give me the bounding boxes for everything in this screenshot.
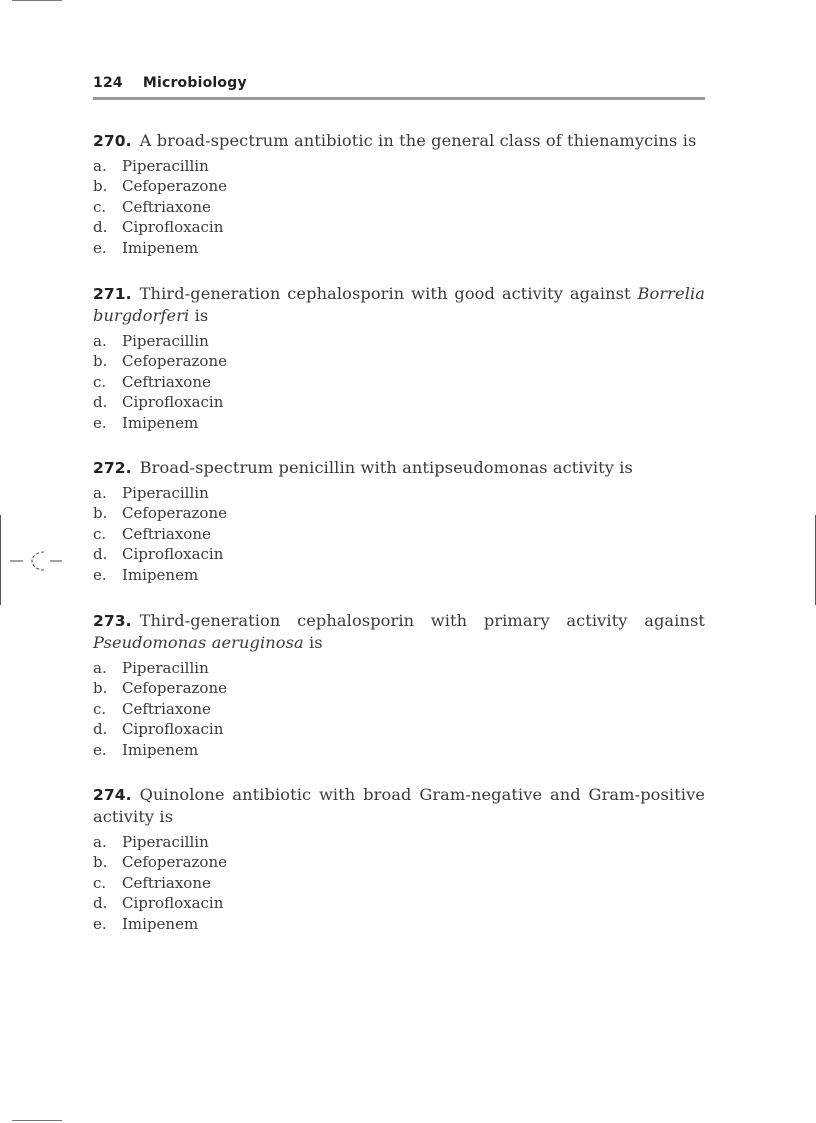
option-b: b. Cefoperazone <box>93 679 227 698</box>
page-header <box>93 75 705 103</box>
option-d: d. Ciprofloxacin <box>93 393 224 412</box>
answer-options <box>93 331 705 433</box>
option-b: b. Cefoperazone <box>93 177 227 196</box>
registration-mark-icon <box>10 548 65 574</box>
margin-line-left <box>0 515 1 605</box>
option-c: c. Ceftriaxone <box>93 197 211 216</box>
option-e: e. Imipenem <box>93 565 199 584</box>
question-number: 271. <box>93 285 132 303</box>
option-a: a. Piperacillin <box>93 157 209 175</box>
question-stem: 270. A broad-spectrum antibiotic in the general class of thienamycins is <box>93 131 697 150</box>
question-270 <box>93 130 705 258</box>
option-e: e. Imipenem <box>93 238 199 257</box>
question-number: 270. <box>93 132 132 150</box>
question-272 <box>93 457 705 585</box>
option-d: d. Ciprofloxacin <box>93 218 224 237</box>
option-c: c. Ceftriaxone <box>93 873 211 892</box>
option-c: c. Ceftriaxone <box>93 524 211 543</box>
header-rule <box>93 97 705 100</box>
answer-options <box>93 156 705 258</box>
option-a: a. Piperacillin <box>93 833 209 851</box>
option-d: d. Ciprofloxacin <box>93 720 224 739</box>
option-c: c. Ceftriaxone <box>93 372 211 391</box>
answer-options <box>93 832 705 934</box>
question-stem: 272. Broad-spectrum penicillin with antipseudomonas activity is <box>93 458 633 477</box>
answer-options <box>93 483 705 585</box>
option-b: b. Cefoperazone <box>93 352 227 371</box>
question-number: 272. <box>93 459 132 477</box>
option-a: a. Piperacillin <box>93 484 209 502</box>
option-e: e. Imipenem <box>93 413 199 432</box>
option-b: b. Cefoperazone <box>93 853 227 872</box>
option-a: a. Piperacillin <box>93 332 209 350</box>
page-number: 124 <box>93 75 123 91</box>
option-e: e. Imipenem <box>93 914 199 933</box>
question-273 <box>93 610 705 760</box>
crop-mark-top <box>12 0 62 1</box>
crop-mark-bottom <box>12 1120 62 1121</box>
option-e: e. Imipenem <box>93 740 199 759</box>
option-d: d. Ciprofloxacin <box>93 894 224 913</box>
option-a: a. Piperacillin <box>93 659 209 677</box>
option-d: d. Ciprofloxacin <box>93 545 224 564</box>
question-number: 273. <box>93 612 132 630</box>
question-number: 274. <box>93 786 132 804</box>
question-stem: 271. Third-generation cephalosporin with good activity against Borrelia burgdorferi is <box>93 284 706 325</box>
question-stem: 274. Quinolone antibiotic with broad Gram-negative and Gram-positive activity is <box>93 785 705 826</box>
question-274 <box>93 784 705 934</box>
section-title: Microbiology <box>142 75 247 91</box>
question-271 <box>93 283 705 433</box>
option-b: b. Cefoperazone <box>93 504 227 523</box>
question-stem: 273. Third-generation cephalosporin with primary activity against Pseudomonas aeruginosa is <box>93 611 705 652</box>
answer-options <box>93 658 705 760</box>
option-c: c. Ceftriaxone <box>93 699 211 718</box>
